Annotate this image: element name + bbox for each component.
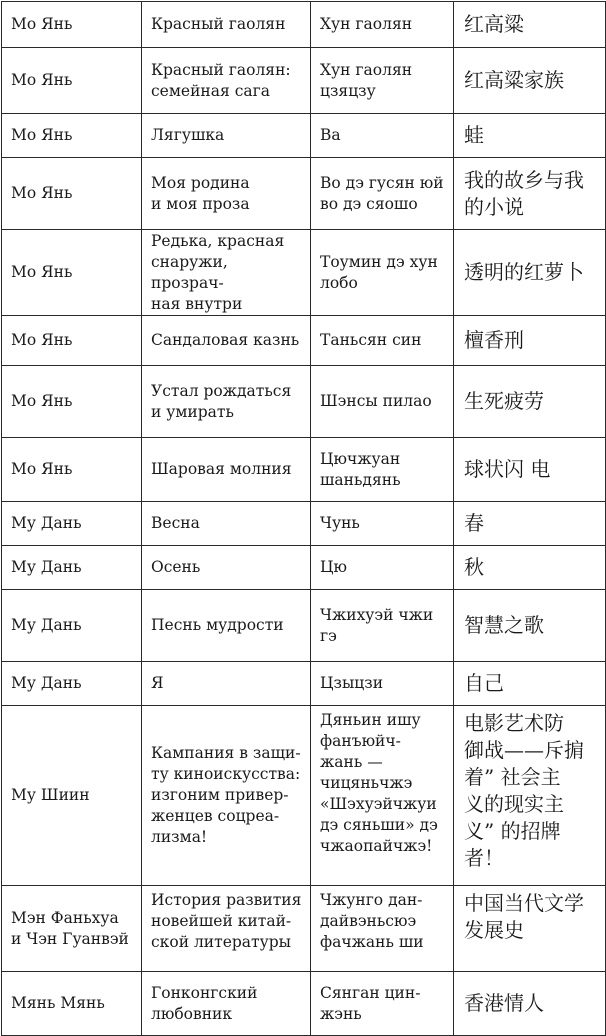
author-cell: Му Дань — [2, 590, 142, 662]
transliteration-cell: Во дэ гусян юй во дэ сяошо — [311, 158, 454, 230]
title-ru-cell: Моя родина и моя проза — [142, 158, 311, 230]
transliteration-cell: Шэнсы пилао — [311, 366, 454, 438]
table-row — [2, 316, 606, 366]
transliteration-cell: Цзыцзи — [311, 662, 454, 706]
title-zh-cell: 球状闪 电 — [454, 438, 606, 502]
title-zh-cell: 红高粱 — [454, 2, 606, 48]
author-cell: Мо Янь — [2, 230, 142, 316]
title-zh-cell: 秋 — [454, 546, 606, 590]
table-row — [2, 230, 606, 316]
title-zh-cell: 中国当代文学 发展史 — [454, 886, 606, 972]
title-ru-cell: Устал рождаться и умирать — [142, 366, 311, 438]
title-zh-cell: 自己 — [454, 662, 606, 706]
title-zh-cell: 生死疲劳 — [454, 366, 606, 438]
title-zh-cell: 檀香刑 — [454, 316, 606, 366]
transliteration-cell: Ва — [311, 114, 454, 158]
table-row — [2, 590, 606, 662]
table-row — [2, 886, 606, 972]
title-zh-cell: 智慧之歌 — [454, 590, 606, 662]
author-cell: Мо Янь — [2, 158, 142, 230]
transliteration-cell: Чунь — [311, 502, 454, 546]
table-row — [2, 502, 606, 546]
table-row — [2, 48, 606, 114]
transliteration-cell: Хун гаолян — [311, 2, 454, 48]
title-ru-cell: Песнь мудрости — [142, 590, 311, 662]
table-row — [2, 706, 606, 886]
title-ru-cell: Красный гаолян: семейная сага — [142, 48, 311, 114]
transliteration-cell: Дяньин ишу фанъюйч- жань — чицяньчжэ «Шэхуэйчжуи дэ сяньши» дэ чжаопайчжэ! — [311, 706, 454, 886]
author-cell: Му Дань — [2, 546, 142, 590]
title-ru-cell: Я — [142, 662, 311, 706]
title-ru-cell: Шаровая молния — [142, 438, 311, 502]
title-ru-cell: Сандаловая казнь — [142, 316, 311, 366]
title-ru-cell: Весна — [142, 502, 311, 546]
title-ru-cell: История развития новейшей китай- ской литературы — [142, 886, 311, 972]
table-row — [2, 2, 606, 48]
title-zh-cell: 红高粱家族 — [454, 48, 606, 114]
table-row — [2, 158, 606, 230]
transliteration-cell: Цю — [311, 546, 454, 590]
author-cell: Мэн Фаньхуа и Чэн Гуанвэй — [2, 886, 142, 972]
titles-table — [1, 1, 606, 1036]
title-zh-cell: 香港情人 — [454, 972, 606, 1036]
table-row — [2, 366, 606, 438]
transliteration-cell: Чжунго дан- дайвэньсюэ фачжань ши — [311, 886, 454, 972]
author-cell: Мо Янь — [2, 366, 142, 438]
author-cell: Мо Янь — [2, 438, 142, 502]
author-cell: Му Дань — [2, 502, 142, 546]
title-ru-cell: Красный гаолян — [142, 2, 311, 48]
table-row — [2, 972, 606, 1036]
title-ru-cell: Гонконгский любовник — [142, 972, 311, 1036]
author-cell: Му Дань — [2, 662, 142, 706]
table-row — [2, 546, 606, 590]
transliteration-cell: Сянган цин- жэнь — [311, 972, 454, 1036]
title-ru-cell: Кампания в защи- ту киноискусства: изгоним привер- женцев соцреа- лизма! — [142, 706, 311, 886]
table-row — [2, 662, 606, 706]
author-cell: Мянь Мянь — [2, 972, 142, 1036]
table-row — [2, 114, 606, 158]
title-zh-cell: 蛙 — [454, 114, 606, 158]
transliteration-cell: Тоумин дэ хун лобо — [311, 230, 454, 316]
transliteration-cell: Чжихуэй чжи гэ — [311, 590, 454, 662]
transliteration-cell: Таньсян син — [311, 316, 454, 366]
title-ru-cell: Редька, красная снаружи, прозрач- ная внутри — [142, 230, 311, 316]
author-cell: Мо Янь — [2, 2, 142, 48]
title-zh-cell: 透明的红萝卜 — [454, 230, 606, 316]
title-ru-cell: Лягушка — [142, 114, 311, 158]
title-ru-cell: Осень — [142, 546, 311, 590]
transliteration-cell: Хун гаолян цзяцзу — [311, 48, 454, 114]
author-cell: Мо Янь — [2, 316, 142, 366]
title-zh-cell: 电影艺术防 御战——斥掮 着” 社会主 义的现实主 义” 的招牌 者！ — [454, 706, 606, 886]
title-zh-cell: 我的故乡与我 的小说 — [454, 158, 606, 230]
author-cell: Мо Янь — [2, 48, 142, 114]
author-cell: Мо Янь — [2, 114, 142, 158]
title-zh-cell: 春 — [454, 502, 606, 546]
author-cell: Му Шиин — [2, 706, 142, 886]
table-row — [2, 438, 606, 502]
transliteration-cell: Цючжуан шаньдянь — [311, 438, 454, 502]
